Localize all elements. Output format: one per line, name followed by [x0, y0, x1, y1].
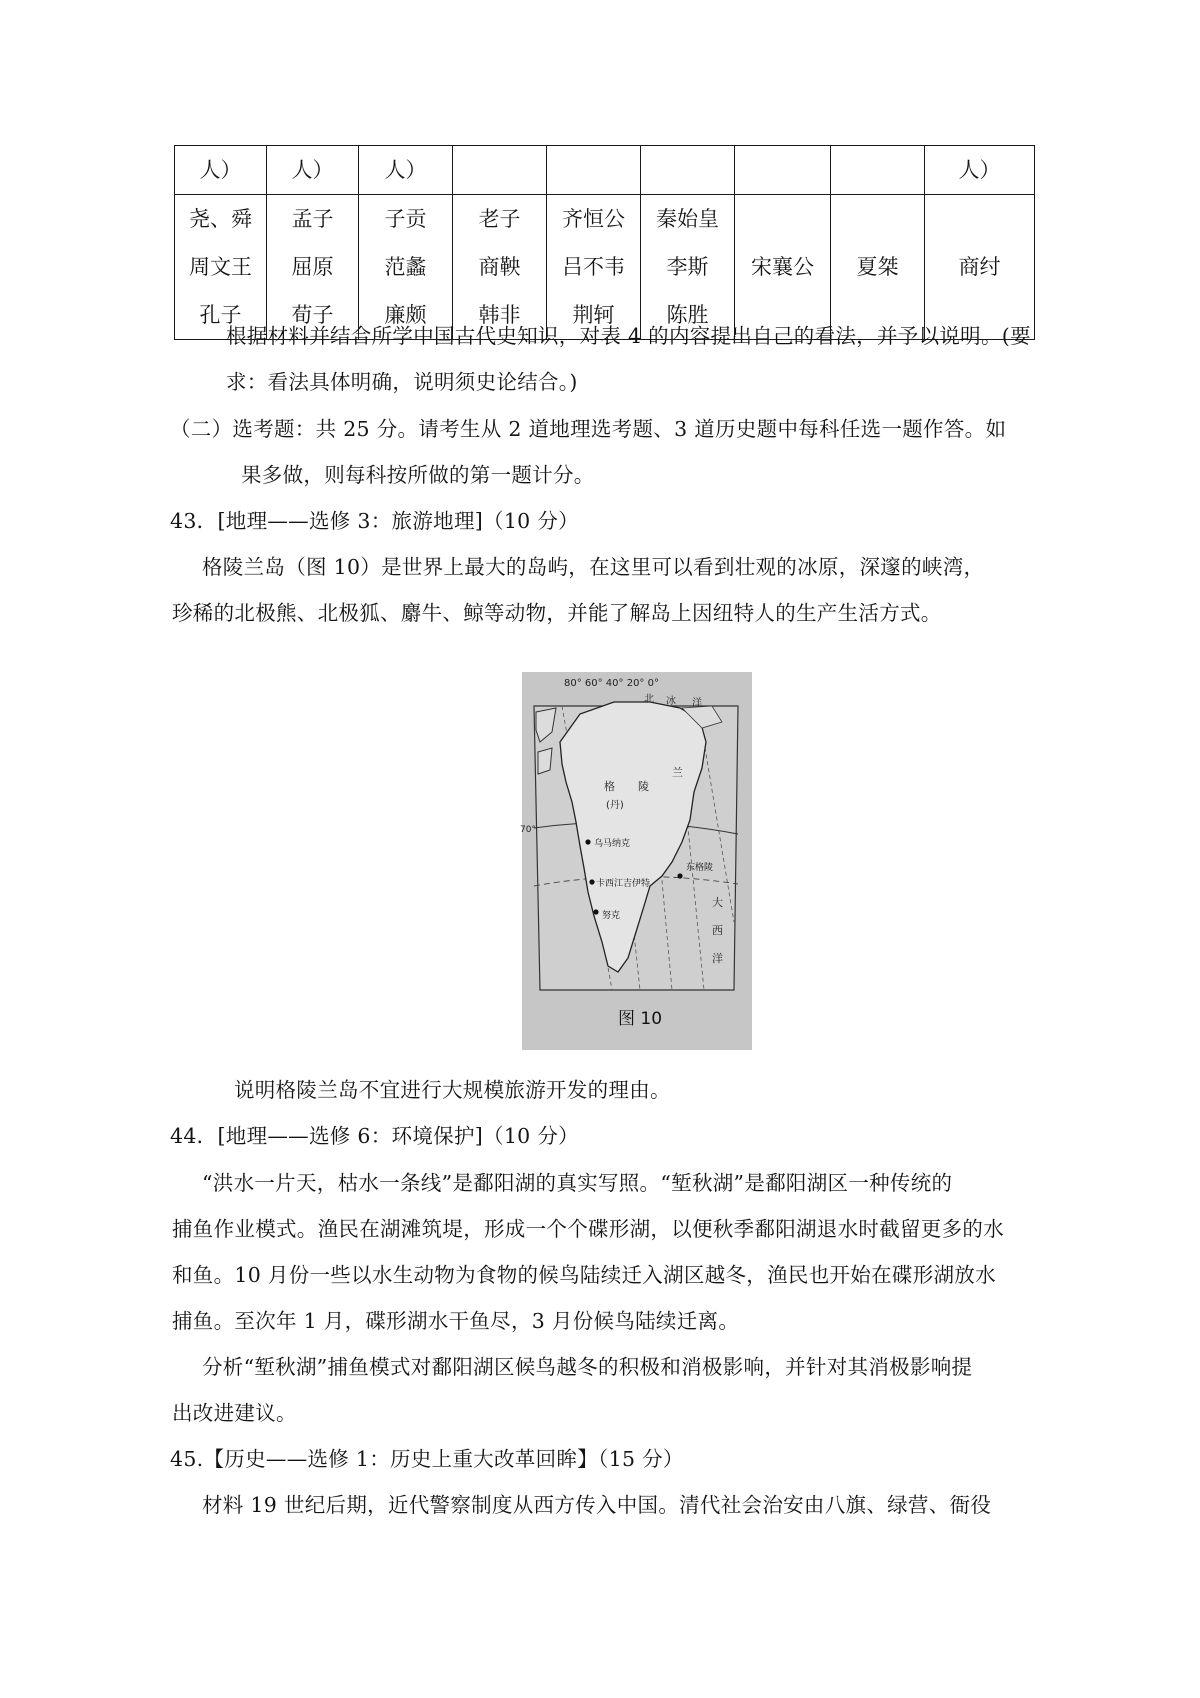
person-name: 孔子 — [199, 303, 242, 327]
table-names-row — [175, 195, 1035, 340]
person-name: 尧、舜 — [189, 207, 252, 231]
q43-title: 43．[地理——选修 3：旅游地理]（10 分） — [170, 509, 579, 533]
q44-paragraph-line-2: 捕鱼作业模式。渔民在湖滩筑堤，形成一个个碟形湖，以便秋季鄱阳湖退水时截留更多的水 — [172, 1217, 1004, 1241]
table-cell: 人） — [359, 146, 453, 195]
table-cell — [641, 195, 735, 340]
person-name: 韩非 — [478, 303, 521, 327]
person-name: 吕不韦 — [562, 255, 625, 279]
map-label-ocean-3: 洋 — [712, 952, 723, 965]
person-name: 秦始皇 — [656, 207, 719, 231]
person-name: 廉颇 — [384, 303, 427, 327]
table-cell — [175, 195, 267, 340]
table-cell — [641, 146, 735, 195]
q45-material-line-1: 材料 19 世纪后期，近代警察制度从西方传入中国。清代社会治安由八旗、绿营、衙役 — [202, 1493, 992, 1517]
map-label-land-4: (丹) — [606, 800, 624, 811]
person-name: 荆轲 — [572, 303, 615, 327]
q44-question-line-2: 出改进建议。 — [172, 1401, 297, 1425]
section-2-instruction-line-1: （二）选考题：共 25 分。请考生从 2 道地理选考题、3 道历史题中每科任选一题作答。如 — [170, 417, 1007, 441]
greenland-map-figure — [522, 672, 752, 1050]
q44-title: 44．[地理——选修 6：环境保护]（10 分） — [170, 1124, 579, 1148]
map-label-land-1: 格 — [604, 780, 615, 793]
person-name: 范蠡 — [384, 255, 427, 279]
table-cell: 夏桀 — [831, 195, 925, 340]
map-label-land-2: 陵 — [638, 780, 649, 793]
q43-paragraph-line-1: 格陵兰岛（图 10）是世界上最大的岛屿，在这里可以看到壮观的冰原，深邃的峡湾， — [202, 555, 985, 579]
person-name: 老子 — [478, 207, 521, 231]
q44-question-line-1: 分析“堑秋湖”捕鱼模式对鄱阳湖区候鸟越冬的积极和消极影响，并针对其消极影响提 — [202, 1355, 973, 1379]
table-cell — [547, 146, 641, 195]
section-2-instruction-line-2: 果多做，则每科按所做的第一题计分。 — [241, 463, 595, 487]
longitude-labels: 80° 60° 40° 20° 0° — [564, 678, 659, 689]
table-cell — [735, 146, 831, 195]
q44-paragraph-line-1: “洪水一片天，枯水一条线”是鄱阳湖的真实写照。“堑秋湖”是鄱阳湖区一种传统的 — [202, 1171, 953, 1195]
person-name: 周文王 — [189, 255, 252, 279]
map-label-town-3: 努克 — [602, 911, 621, 921]
map-label-land-3: 兰 — [672, 766, 683, 779]
map-label-sea-1: 北 — [644, 694, 654, 705]
table-cell — [831, 146, 925, 195]
q43-question: 说明格陵兰岛不宜进行大规模旅游开发的理由。 — [234, 1078, 671, 1102]
q44-paragraph-line-3: 和鱼。10 月份一些以水生动物为食物的候鸟陆续迁入湖区越冬，渔民也开始在碟形湖放水 — [172, 1263, 996, 1287]
latitude-label: 70° — [520, 825, 536, 835]
person-name: 子贡 — [384, 207, 427, 231]
person-name: 屈原 — [291, 255, 334, 279]
map-label-town-4: 东格陵 — [686, 863, 714, 873]
table-header-row — [175, 146, 1035, 195]
q42-requirement-line-1: 根据材料并结合所学中国古代史知识，对表 4 的内容提出自己的看法，并予以说明。(要 — [226, 324, 1031, 348]
table-cell: 人） — [267, 146, 359, 195]
q44-paragraph-line-4: 捕鱼。至次年 1 月，碟形湖水干鱼尽，3 月份候鸟陆续迁离。 — [172, 1309, 740, 1333]
person-name: 齐恒公 — [562, 207, 625, 231]
table-cell — [547, 195, 641, 340]
table-cell: 人） — [925, 146, 1035, 195]
table-cell — [267, 195, 359, 340]
map-label-ocean-1: 大 — [712, 896, 723, 909]
table-cell: 商纣 — [925, 195, 1035, 340]
map-label-sea-3: 洋 — [692, 698, 702, 709]
person-name: 孟子 — [291, 207, 334, 231]
map-label-town-2: 卡西江吉伊特 — [596, 879, 651, 889]
map-label-sea-2: 冰 — [666, 696, 676, 707]
person-name: 商鞅 — [478, 255, 521, 279]
person-name: 荀子 — [291, 303, 334, 327]
table-cell — [359, 195, 453, 340]
table-cell — [453, 146, 547, 195]
person-name: 李斯 — [666, 255, 709, 279]
table-cell: 宋襄公 — [735, 195, 831, 340]
person-name: 陈胜 — [666, 303, 709, 327]
map-label-town-1: 乌马纳克 — [594, 839, 631, 849]
table-cell — [453, 195, 547, 340]
table-4-fragment — [174, 145, 1035, 340]
table-cell: 人） — [175, 146, 267, 195]
q42-requirement-line-2: 求：看法具体明确，说明须史论结合。) — [226, 370, 578, 394]
q45-title: 45.【历史——选修 1：历史上重大改革回眸】（15 分） — [170, 1447, 684, 1471]
q43-paragraph-line-2: 珍稀的北极熊、北极狐、麝牛、鲸等动物，并能了解岛上因纽特人的生产生活方式。 — [172, 601, 942, 625]
figure-caption: 图 10 — [618, 1009, 663, 1029]
greenland-map — [522, 672, 752, 1050]
map-label-ocean-2: 西 — [712, 924, 723, 937]
